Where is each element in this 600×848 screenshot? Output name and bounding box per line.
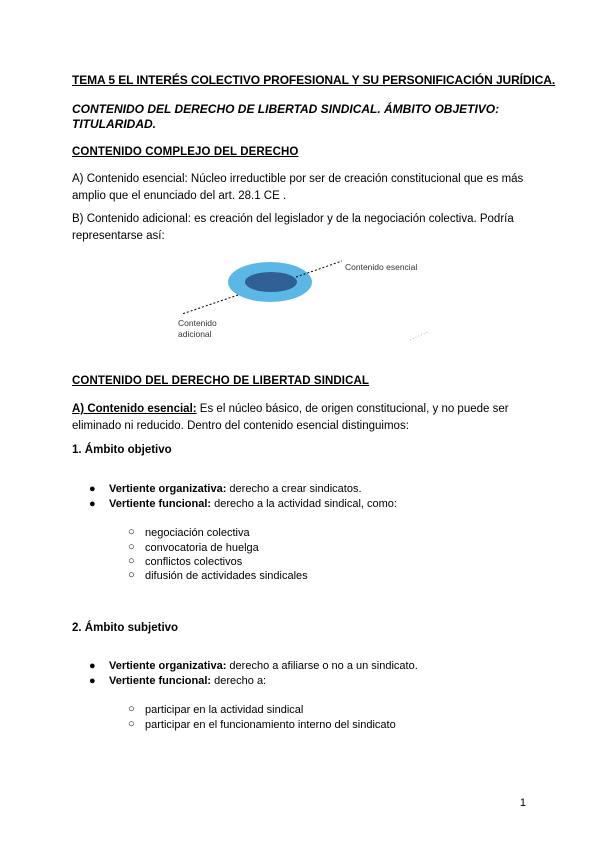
sub-list-item (128, 556, 428, 569)
sub-item-text: conflictos colectivos (145, 556, 243, 568)
label-contenido-esencial: Contenido esencial (345, 262, 418, 272)
intro-bold-label: A) Contenido esencial: (72, 403, 197, 415)
faint-mark-line (410, 332, 428, 340)
subtitle-line-1: CONTENIDO DEL DERECHO DE LIBERTAD SINDICAL. ÁMBITO OBJETIVO: (72, 102, 500, 116)
list-item (89, 483, 489, 497)
section-heading-contenido-complejo: CONTENIDO COMPLEJO DEL DERECHO (72, 146, 299, 158)
circle-bullet-icon: ○ (128, 718, 135, 730)
paragraph-line: amplio que el enunciado del art. 28.1 CE . (72, 190, 287, 202)
bullet-icon: ● (89, 498, 96, 510)
circle-bullet-icon: ○ (128, 541, 135, 553)
circle-bullet-icon: ○ (128, 569, 135, 581)
sub-item-text: participar en el funcionamiento interno del sindicato (145, 719, 396, 731)
sub-item-text: participar en la actividad sindical (145, 704, 304, 716)
bullet-bold-label: Vertiente funcional: (109, 498, 212, 510)
circle-bullet-icon: ○ (128, 555, 135, 567)
subtitle-line-2: TITULARIDAD. (72, 117, 156, 131)
paragraph-contenido-adicional (72, 211, 514, 245)
paragraph-line: B) Contenido adicional: es creación del legislador y de la negociación colectiva. Podría (72, 213, 514, 225)
bullet-icon: ● (89, 660, 96, 672)
bullet-text: derecho a afiliarse o no a un sindicato. (226, 660, 418, 672)
sub-list-item (128, 570, 428, 583)
list-item (89, 675, 489, 689)
bullet-bold-label: Vertiente funcional: (109, 675, 212, 687)
sub-list-item (128, 719, 478, 732)
bullet-text: derecho a la actividad sindical, como: (211, 498, 397, 510)
heading-ambito-objetivo: 1. Ámbito objetivo (72, 444, 172, 456)
bullet-text: derecho a: (211, 675, 267, 687)
label-contenido-adicional (178, 318, 217, 340)
heading-ambito-subjetivo: 2. Ámbito subjetivo (72, 622, 179, 634)
circle-bullet-icon: ○ (128, 703, 135, 715)
bullet-text: derecho a crear sindicatos. (226, 483, 362, 495)
sub-list-item (128, 527, 428, 540)
document-title: TEMA 5 EL INTERÉS COLECTIVO PROFESIONAL Y SU PERSONIFICACIÓN JURÍDICA. (72, 73, 556, 87)
label-line: Contenido (178, 318, 217, 328)
page-number: 1 (519, 797, 526, 809)
bullet-bold-label: Vertiente organizativa: (109, 660, 227, 672)
circle-bullet-icon: ○ (128, 526, 135, 538)
bullet-icon: ● (89, 675, 96, 687)
section-heading-libertad-sindical: CONTENIDO DEL DERECHO DE LIBERTAD SINDICAL (72, 375, 370, 387)
contenido-diagram (160, 250, 440, 360)
paragraph-line: A) Contenido esencial: Núcleo irreductible por ser de creación constitucional que es más (72, 173, 524, 185)
paragraph-contenido-esencial (72, 171, 523, 205)
list-item (89, 498, 489, 512)
inner-ellipse-esencial (245, 272, 297, 292)
sub-item-text: convocatoria de huelga (145, 542, 259, 554)
pointer-line-adicional (182, 295, 238, 314)
sub-list-item (128, 542, 428, 555)
paragraph-intro-esencial (72, 401, 509, 435)
sub-list-item (128, 704, 478, 717)
paragraph-line: representarse así: (72, 230, 165, 242)
sub-item-text: negociación colectiva (145, 527, 250, 539)
paragraph-line: eliminado ni reducido. Dentro del contenido esencial distinguimos: (72, 420, 409, 432)
document-subtitle (72, 102, 499, 132)
paragraph-line (72, 401, 509, 418)
list-item (89, 660, 489, 674)
intro-rest: Es el núcleo básico, de origen constitucional, y no puede ser (196, 403, 509, 415)
bullet-icon: ● (89, 483, 96, 495)
sub-item-text: difusión de actividades sindicales (145, 570, 308, 582)
bullet-bold-label: Vertiente organizativa: (109, 483, 227, 495)
label-line: adicional (178, 329, 212, 339)
